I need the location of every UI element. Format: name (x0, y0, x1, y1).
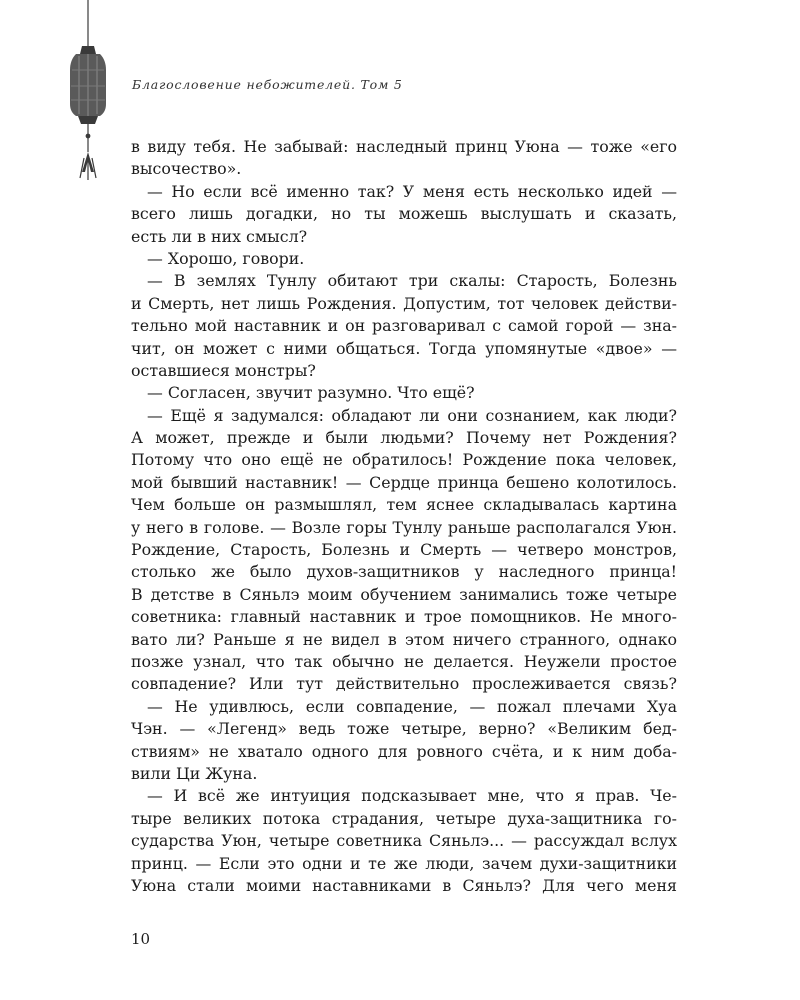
text-line: есть ли в них смысл? (131, 226, 308, 246)
text-line: столько же было духов-защитников у наследного принца! (131, 562, 677, 582)
lantern-ornament (58, 0, 118, 190)
text-line: А может, прежде и были людьми? Почему нет Рождения? (131, 428, 677, 448)
text-line: Уюна стали моими наставниками в Сяньлэ? Для чего меня (131, 875, 677, 895)
text-line: — Не удивлюсь, если совпадение, — пожал плечами Хуа (147, 696, 677, 716)
text-line: тыре великих потока страдания, четыре духа-защитника го- (131, 808, 677, 828)
running-header: Благословение небожителей. Том 5 (132, 77, 403, 92)
text-line: — В землях Тунлу обитают три скалы: Старость, Болезнь (147, 271, 677, 291)
text-line: сударства Уюн, четыре советника Сяньлэ... — рассуждал вслух (131, 831, 677, 851)
text-line: высочество». (131, 159, 242, 179)
text-line: — Согласен, звучит разумно. Что ещё? (147, 383, 475, 403)
text-line: Чем больше он размышлял, тем яснее складывалась картина (131, 495, 677, 515)
text-line: — Хорошо, говори. (147, 248, 305, 268)
body-text (131, 136, 677, 897)
page-number: 10 (131, 930, 151, 948)
text-line: всего лишь догадки, но ты можешь выслушать и сказать, (131, 204, 677, 224)
text-line: мой бывший наставник! — Сердце принца бешено колотилось. (131, 472, 677, 492)
text-line: и Смерть, нет лишь Рождения. Допустим, тот человек действи- (131, 293, 677, 313)
text-line: тельно мой наставник и он разговаривал с самой горой — зна- (131, 316, 677, 336)
text-line: позже узнал, что так обычно не делается. Неужели простое (131, 651, 677, 671)
text-line: вато ли? Раньше я не видел в этом ничего странного, однако (131, 629, 677, 649)
text-line: — И всё же интуиция подсказывает мне, что я прав. Че- (147, 786, 677, 806)
text-line: Потому что оно ещё не обратилось! Рождение пока человек, (131, 450, 677, 470)
text-line: В детстве в Сяньлэ моим обучением занимались тоже четыре (131, 584, 677, 604)
text-line: ствиям» не хватало одного для ровного счёта, и к ним доба- (131, 741, 677, 761)
text-line: Рождение, Старость, Болезнь и Смерть — четверо монстров, (131, 540, 677, 560)
text-line: у него в голове. — Возле горы Тунлу раньше располагался Уюн. (131, 517, 677, 537)
text-line: вили Ци Жуна. (131, 763, 258, 783)
text-line: чит, он может с ними общаться. Тогда упомянутые «двое» — (131, 338, 677, 358)
text-line: принц. — Если это одни и те же люди, зачем духи-защитники (131, 853, 677, 873)
text-line: Чэн. — «Легенд» ведь тоже четыре, верно? «Великим бед- (131, 719, 677, 739)
text-line: оставшиеся монстры? (131, 360, 316, 380)
text-line: совпадение? Или тут действительно прослеживается связь? (131, 674, 677, 694)
text-line: советника: главный наставник и трое помощников. Не много- (131, 607, 677, 627)
text-line: в виду тебя. Не забывай: наследный принц Уюна — тоже «его (131, 137, 677, 156)
text-line: — Ещё я задумался: обладают ли они сознанием, как люди? (147, 405, 677, 425)
text-line: — Но если всё именно так? У меня есть несколько идей — (147, 181, 677, 201)
